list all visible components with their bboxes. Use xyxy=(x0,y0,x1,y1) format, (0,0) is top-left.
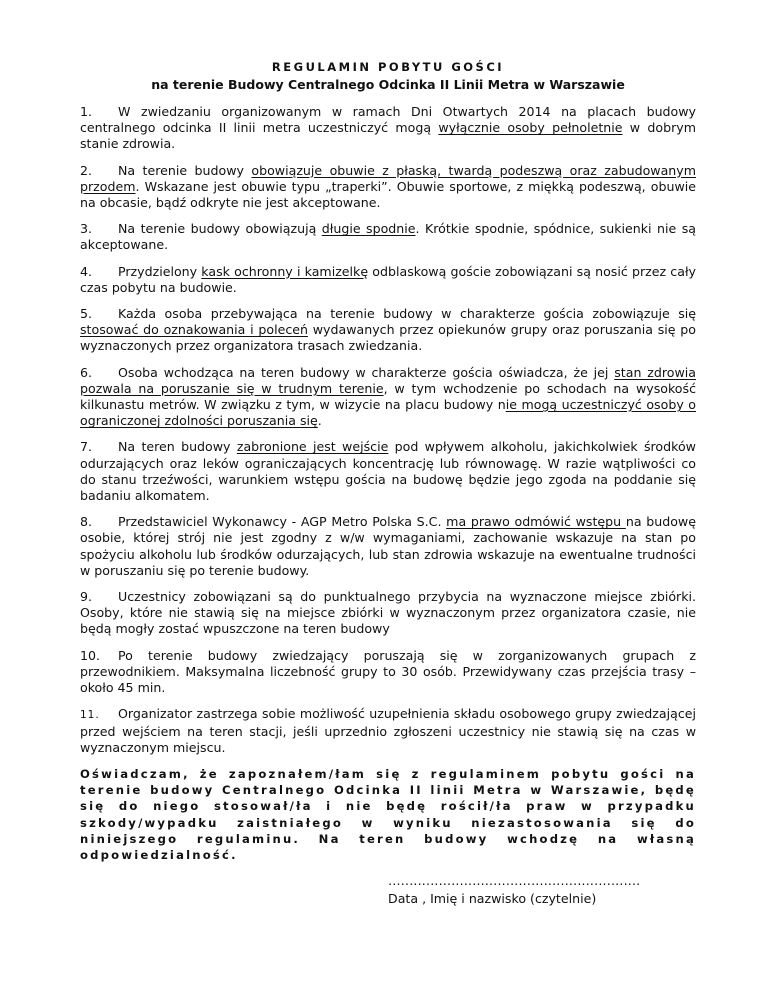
regulation-item xyxy=(80,163,696,212)
item-text: odblaskową goście zobowiązani są nosić przez cały czas pobytu na budowie. xyxy=(80,263,696,295)
regulation-item xyxy=(80,306,696,355)
item-text: W zwiedzaniu organizowanym w ramach Dni Otwartych 2014 na placach budowy centralnego odcinka II linii metra uczestniczyć mogą xyxy=(80,104,696,136)
regulation-item xyxy=(80,648,696,697)
regulation-item xyxy=(80,439,696,504)
signature-label: Data , Imię i nazwisko (czytelnie) xyxy=(388,891,597,906)
item-text: w dobrym stanie zdrowia. xyxy=(80,120,696,152)
item-text: Uczestnicy zobowiązani są do punktualnego przybycia na wyznaczone miejsce zbiórki. Osoby, które nie stawią się na miejsce zbiórki w wyznaczonym przez organizatora czasie, nie będą mogły zostać wpuszczone na teren budowy xyxy=(80,589,696,637)
item-number: 11. xyxy=(80,709,100,722)
item-number: 5. xyxy=(80,306,93,322)
item-text: Na terenie budowy obowiązują xyxy=(118,221,322,237)
regulation-item xyxy=(80,221,696,253)
item-text: wydawanych przez opiekunów grupy oraz poruszania się po wyznaczonych przez organizatora trasach zwiedzania. xyxy=(80,322,696,354)
document-subtitle: na terenie Budowy Centralnego Odcinka II Linii Metra w Warszawie xyxy=(151,77,625,92)
item-text: , w tym wchodzenie po schodach na wysokość kilkunastu metrów. W związku z tym, w wizycie na placu budowy n xyxy=(80,380,696,413)
emphasized-text: stosować do oznakowania i poleceń xyxy=(80,322,308,338)
regulation-item xyxy=(80,706,696,756)
emphasized-text: ma prawo odmówić wstępu xyxy=(446,514,626,530)
declaration-text: Oświadczam, że zapoznałem/łam się z regulaminem pobytu gości na terenie budowy Centralnego Odcinka II linii Metra w Warszawie, będę się do niego stosował/ła i nie będę rościł/ła praw w przypadku szkody/wypadku zaistniałego w wyniku niezastosowania się do niniejszego regulaminu. Na teren budowy wchodzę na własną odpowiedzialność. xyxy=(80,766,696,862)
item-number: 2. xyxy=(80,162,93,178)
regulation-item xyxy=(80,264,696,296)
item-text: Organizator zastrzega sobie możliwość uzupełnienia składu osobowego grupy zwiedzającej przed wejściem na teren stacji, jeśli uprzednio zgłoszeni uczestnicy nie stawią się na czas w wyznaczonym miejscu. xyxy=(80,706,696,755)
regulation-item xyxy=(80,514,696,579)
emphasized-text: długie spodnie xyxy=(321,221,416,237)
document-title: REGULAMIN POBYTU GOŚCI xyxy=(271,60,505,74)
emphasized-text: kask ochronny i kamizelkę xyxy=(201,263,369,279)
item-number: 6. xyxy=(80,364,93,380)
item-number: 7. xyxy=(80,439,93,455)
item-number: 4. xyxy=(80,263,93,279)
regulations-list xyxy=(80,104,696,756)
regulation-item xyxy=(80,589,696,638)
item-text: Po terenie budowy zwiedzający poruszają się w zorganizowanych grupach z przewodnikiem. Maksymalna liczebność grupy to 30 osób. Przewidywany czas przejścia trasy – około 45 min. xyxy=(80,647,696,696)
item-text: Przedstawiciel Wykonawcy - AGP Metro Polska S.C. xyxy=(118,514,447,530)
item-number: 1. xyxy=(80,104,93,119)
item-text: Na terenie budowy xyxy=(118,162,252,178)
emphasized-text: ie mogą uczestniczyć osoby o ograniczonej zdolności poruszania się xyxy=(80,397,696,429)
item-number: 10. xyxy=(80,647,101,663)
signature-line: …......................................................... xyxy=(388,873,641,888)
item-text: na budowę osobie, której strój nie jest zgodny z w/w wymaganiami, zachowanie wskazuje na stan po spożyciu alkoholu lub środków odurzających, lub stan zdrowia wskazuje na ewentualne trudności w poruszaniu się po terenie budowy. xyxy=(80,514,696,578)
regulation-item xyxy=(80,365,696,430)
item-text: pod wpływem alkoholu, jakichkolwiek środków odurzających oraz leków ograniczających koncentrację lub równowagę. W razie wątpliwości co do stanu trzeźwości, warunkiem wstępu gościa na budowę będzie jego zgoda na poddanie się badaniu alkomatem. xyxy=(80,439,696,504)
item-number: 3. xyxy=(80,221,93,237)
item-text: Na teren budowy xyxy=(118,439,237,455)
regulation-item xyxy=(80,104,696,153)
regulations-document xyxy=(80,60,696,863)
item-text: Przydzielony xyxy=(118,263,202,279)
item-text: . Wskazane jest obuwie typu „traperki”. Obuwie sportowe, z miękką podeszwą, obuwie na obcasie, bądź odkryte nie jest akceptowane. xyxy=(80,178,696,211)
emphasized-text: stan zdrowia pozwala na poruszanie się w trudnym terenie xyxy=(80,364,696,396)
signature-block xyxy=(388,873,708,906)
item-number: 8. xyxy=(80,514,93,530)
emphasized-text: zabronione jest wejście xyxy=(236,439,389,455)
emphasized-text: wyłącznie osoby pełnoletnie xyxy=(438,120,623,136)
emphasized-text: obowiązuje obuwie z płaską, twardą podeszwą oraz zabudowanym przodem xyxy=(80,162,696,194)
item-text: Każda osoba przebywająca na terenie budowy w charakterze gościa zobowiązuje się xyxy=(118,306,696,322)
item-text: . Krótkie spodnie, spódnice, sukienki nie są akceptowane. xyxy=(80,221,696,253)
item-text: Osoba wchodząca na teren budowy w charakterze gościa oświadcza, że jej xyxy=(118,364,615,380)
item-text: . xyxy=(317,413,322,429)
item-number: 9. xyxy=(80,589,93,605)
